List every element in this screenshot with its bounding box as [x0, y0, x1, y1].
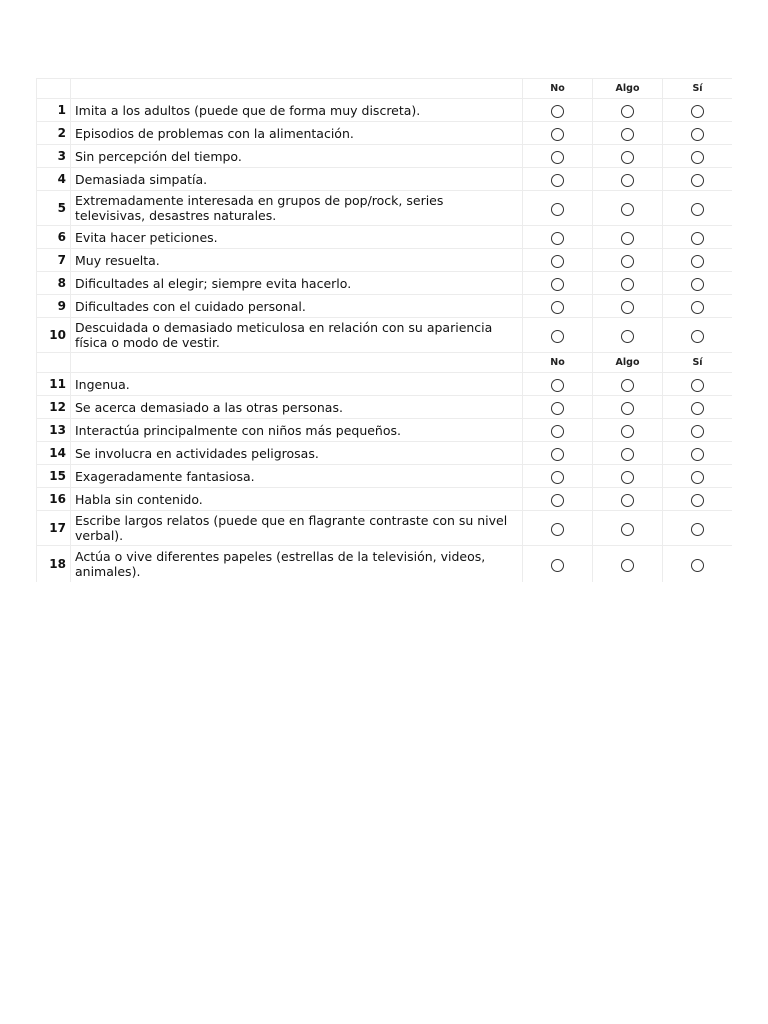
questionnaire-table: [36, 78, 732, 582]
radio-algo[interactable]: [621, 174, 634, 187]
question-text: Descuidada o demasiado meticulosa en relación con su apariencia física o modo de vestir.: [71, 318, 523, 353]
radio-si[interactable]: [691, 301, 704, 314]
question-text: Episodios de problemas con la alimentación.: [71, 122, 523, 145]
radio-algo[interactable]: [621, 402, 634, 415]
question-row: [37, 99, 733, 122]
radio-no[interactable]: [551, 105, 564, 118]
question-row: [37, 191, 733, 226]
question-number: 7: [37, 249, 71, 272]
question-row: [37, 272, 733, 295]
question-number: 9: [37, 295, 71, 318]
radio-no[interactable]: [551, 174, 564, 187]
radio-si[interactable]: [691, 330, 704, 343]
radio-algo[interactable]: [621, 379, 634, 392]
radio-algo[interactable]: [621, 301, 634, 314]
question-text: Ingenua.: [71, 373, 523, 396]
radio-algo[interactable]: [621, 448, 634, 461]
radio-no[interactable]: [551, 232, 564, 245]
radio-no[interactable]: [551, 559, 564, 572]
question-row: [37, 419, 733, 442]
question-number: 18: [37, 546, 71, 583]
radio-no[interactable]: [551, 448, 564, 461]
radio-si[interactable]: [691, 174, 704, 187]
radio-no[interactable]: [551, 203, 564, 216]
question-number: 8: [37, 272, 71, 295]
question-number: 4: [37, 168, 71, 191]
question-row: [37, 226, 733, 249]
question-number: 1: [37, 99, 71, 122]
radio-si[interactable]: [691, 448, 704, 461]
column-header-algo: Algo: [593, 79, 663, 99]
question-number: 14: [37, 442, 71, 465]
question-text: Habla sin contenido.: [71, 488, 523, 511]
radio-no[interactable]: [551, 255, 564, 268]
question-row: [37, 145, 733, 168]
question-text: Muy resuelta.: [71, 249, 523, 272]
radio-si[interactable]: [691, 255, 704, 268]
question-number: 16: [37, 488, 71, 511]
radio-algo[interactable]: [621, 278, 634, 291]
question-number: 2: [37, 122, 71, 145]
question-number: 13: [37, 419, 71, 442]
radio-si[interactable]: [691, 425, 704, 438]
question-number: 17: [37, 511, 71, 546]
radio-algo[interactable]: [621, 559, 634, 572]
question-row: [37, 168, 733, 191]
radio-no[interactable]: [551, 128, 564, 141]
radio-si[interactable]: [691, 151, 704, 164]
radio-algo[interactable]: [621, 330, 634, 343]
radio-no[interactable]: [551, 379, 564, 392]
question-text: Sin percepción del tiempo.: [71, 145, 523, 168]
question-row: [37, 122, 733, 145]
radio-no[interactable]: [551, 471, 564, 484]
column-header-no: No: [523, 79, 593, 99]
radio-no[interactable]: [551, 402, 564, 415]
question-number: 10: [37, 318, 71, 353]
radio-algo[interactable]: [621, 128, 634, 141]
radio-si[interactable]: [691, 523, 704, 536]
radio-algo[interactable]: [621, 425, 634, 438]
column-header-no: No: [523, 353, 593, 373]
radio-no[interactable]: [551, 494, 564, 507]
question-row: [37, 442, 733, 465]
question-text: Extremadamente interesada en grupos de pop/rock, series televisivas, desastres naturales.: [71, 191, 523, 226]
option-header-row: [37, 353, 733, 373]
question-text: Dificultades con el cuidado personal.: [71, 295, 523, 318]
radio-si[interactable]: [691, 559, 704, 572]
column-header-algo: Algo: [593, 353, 663, 373]
question-text: Exageradamente fantasiosa.: [71, 465, 523, 488]
radio-si[interactable]: [691, 232, 704, 245]
questionnaire-sheet: [36, 78, 732, 582]
option-header-row: [37, 79, 733, 99]
radio-algo[interactable]: [621, 471, 634, 484]
question-row: [37, 249, 733, 272]
question-text: Evita hacer peticiones.: [71, 226, 523, 249]
radio-si[interactable]: [691, 379, 704, 392]
radio-no[interactable]: [551, 301, 564, 314]
question-row: [37, 511, 733, 546]
question-row: [37, 488, 733, 511]
question-text: Dificultades al elegir; siempre evita hacerlo.: [71, 272, 523, 295]
question-text: Actúa o vive diferentes papeles (estrellas de la televisión, videos, animales).: [71, 546, 523, 583]
question-text: Se acerca demasiado a las otras personas.: [71, 396, 523, 419]
radio-algo[interactable]: [621, 232, 634, 245]
question-text: Imita a los adultos (puede que de forma muy discreta).: [71, 99, 523, 122]
question-number: 15: [37, 465, 71, 488]
radio-si[interactable]: [691, 105, 704, 118]
radio-si[interactable]: [691, 278, 704, 291]
question-number: 3: [37, 145, 71, 168]
radio-algo[interactable]: [621, 255, 634, 268]
question-text: Interactúa principalmente con niños más pequeños.: [71, 419, 523, 442]
radio-algo[interactable]: [621, 105, 634, 118]
column-header-si: Sí: [663, 79, 733, 99]
radio-algo[interactable]: [621, 523, 634, 536]
radio-no[interactable]: [551, 278, 564, 291]
radio-no[interactable]: [551, 523, 564, 536]
question-row: [37, 396, 733, 419]
question-number: 6: [37, 226, 71, 249]
question-row: [37, 546, 733, 583]
question-row: [37, 295, 733, 318]
question-row: [37, 318, 733, 353]
radio-si[interactable]: [691, 203, 704, 216]
radio-algo[interactable]: [621, 203, 634, 216]
question-row: [37, 373, 733, 396]
radio-si[interactable]: [691, 402, 704, 415]
radio-si[interactable]: [691, 494, 704, 507]
question-number: 12: [37, 396, 71, 419]
question-number: 11: [37, 373, 71, 396]
radio-si[interactable]: [691, 471, 704, 484]
question-text: Se involucra en actividades peligrosas.: [71, 442, 523, 465]
radio-algo[interactable]: [621, 151, 634, 164]
radio-si[interactable]: [691, 128, 704, 141]
column-header-si: Sí: [663, 353, 733, 373]
radio-no[interactable]: [551, 330, 564, 343]
question-text: Demasiada simpatía.: [71, 168, 523, 191]
radio-algo[interactable]: [621, 494, 634, 507]
radio-no[interactable]: [551, 425, 564, 438]
question-number: 5: [37, 191, 71, 226]
question-row: [37, 465, 733, 488]
question-text: Escribe largos relatos (puede que en flagrante contraste con su nivel verbal).: [71, 511, 523, 546]
radio-no[interactable]: [551, 151, 564, 164]
